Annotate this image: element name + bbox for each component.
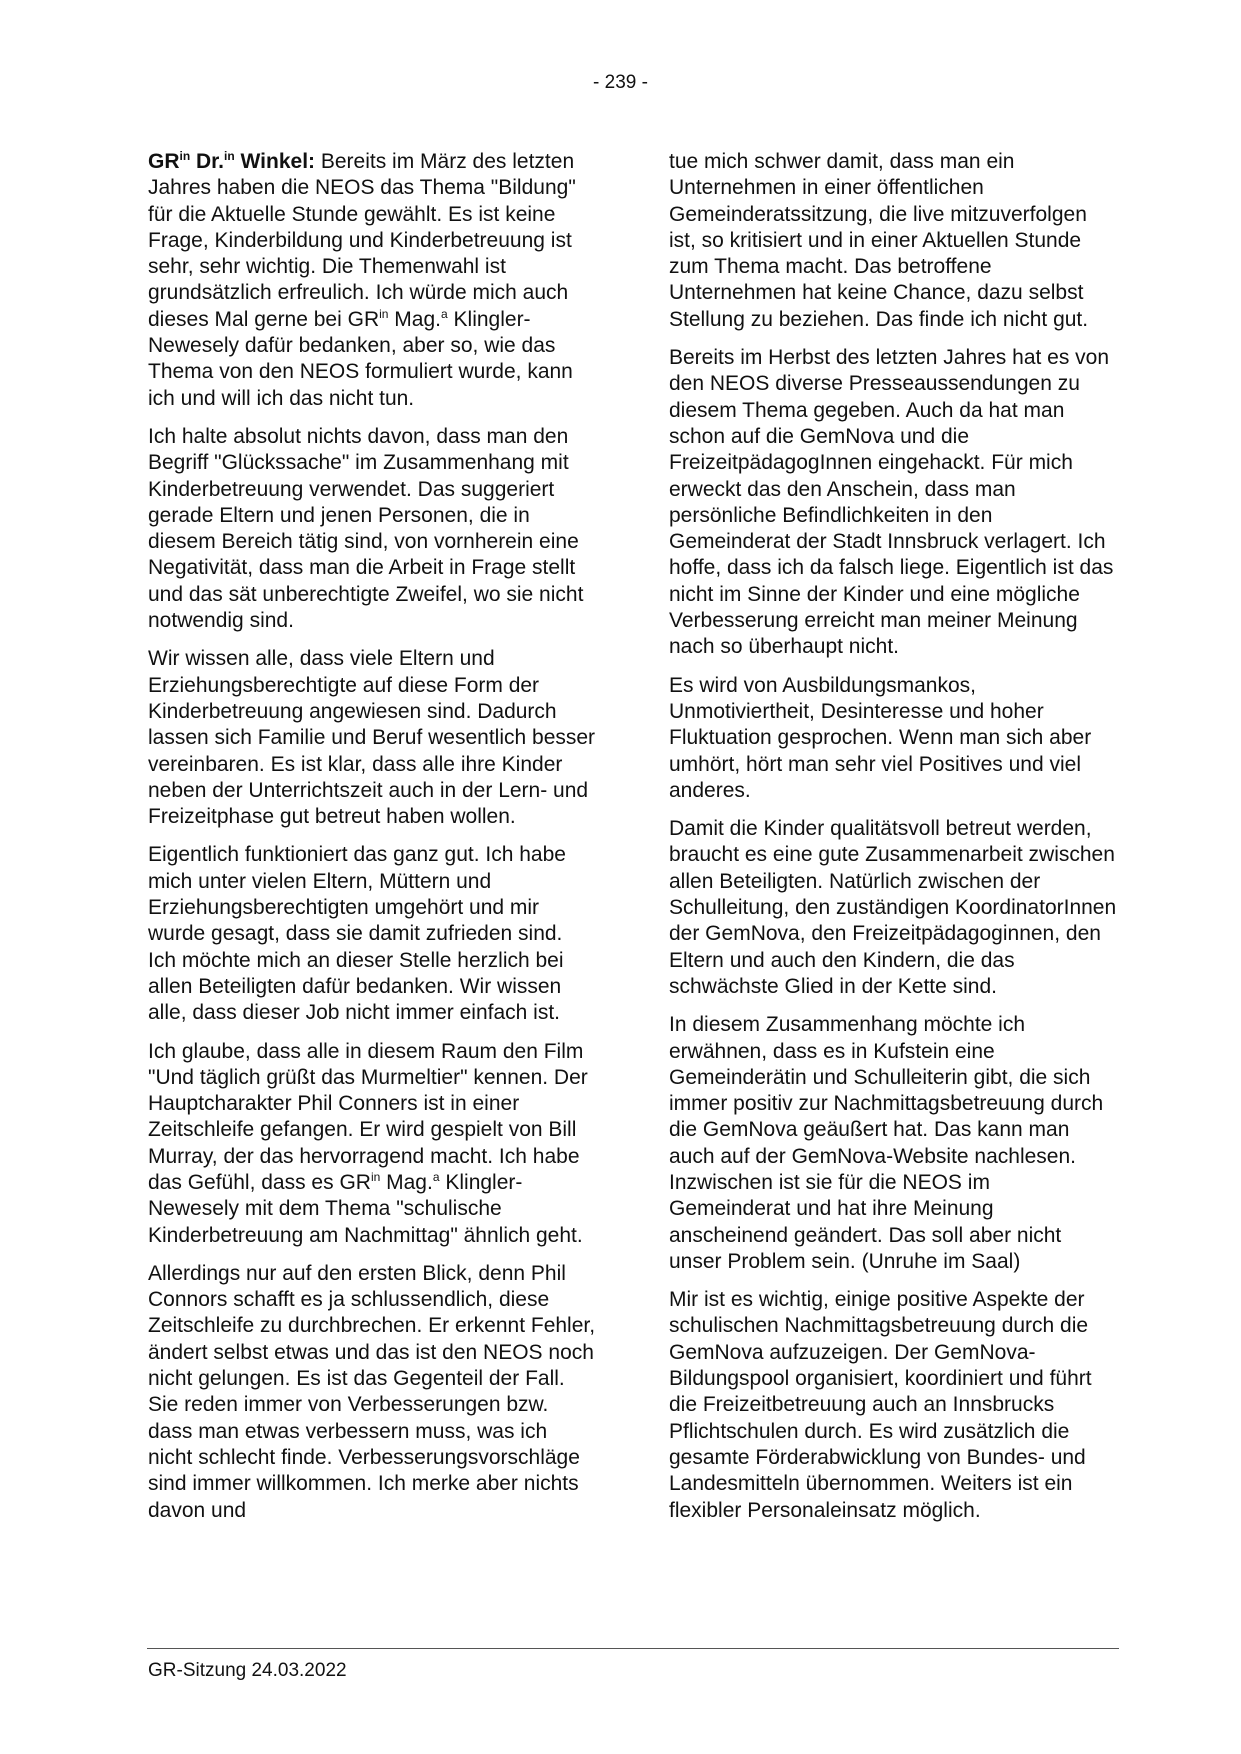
footer-session-date: GR-Sitzung 24.03.2022 xyxy=(148,1660,347,1681)
right-column xyxy=(669,149,1117,1536)
paragraph: Eigentlich funktioniert das ganz gut. Ich habe mich unter vielen Eltern, Müttern und Erziehungsberechtigten umgehört und mir wurde gesagt, dass sie damit zufrieden sind. Ich möchte mich an dieser Stelle herzlich bei allen Beteiligten dafür bedanken. Wir wissen alle, dass dieser Job nicht immer einfach ist. xyxy=(148,843,566,1025)
paragraph: Wir wissen alle, dass viele Eltern und Erziehungsberechtigte auf diese Form der Kinderbetreuung angewiesen sind. Dadurch lassen sich Familie und Beruf wesentlich besser vereinbaren. Es ist klar, dass alle ihre Kinder neben der Unterrichtszeit auch in der Lern- und Freizeitphase gut betreut haben wollen. xyxy=(148,647,596,829)
speaker-label: $GR^{in}$ Dr.$^{in}$ Winkel: xyxy=(148,149,316,173)
paragraph: tue mich schwer damit, dass man ein Unternehmen in einer öffentlichen Gemeinderatssitzung, die live mitzuverfolgen ist, so kritisiert und in einer Aktuellen Stunde zum Thema macht. Das betroffene Unternehmen hat keine Chance, dazu selbst Stellung zu beziehen. Das finde ich nicht gut. xyxy=(669,150,1089,331)
paragraph: Ich glaube, dass alle in diesem Raum den Film "Und täglich grüßt das Murmeltier" kennen. Der Hauptcharakter Phil Conners ist in einer Zeitschleife gefangen. Er wird gespielt von Bill Murray, der das hervorragend macht. Ich habe das Gefühl, dass es $GR^{in}$ Mag.$^a$ Klingler-Newesely mit dem Thema "schulische Kinderbetreuung am Nachmittag" ähnlich geht. xyxy=(148,1039,588,1247)
page-number: - 239 - xyxy=(593,72,648,93)
paragraph: Ich halte absolut nichts davon, dass man den Begriff "Glückssache" im Zusammenhang mit Kinderbetreuung verwendet. Das suggeriert gerade Eltern und jenen Personen, die in diesem Bereich tätig sind, von vornherein eine Negativität, dass man die Arbeit in Frage stellt und das sät unberechtigte Zweifel, wo sie nicht notwendig sind. xyxy=(148,424,584,633)
left-column xyxy=(148,149,596,1536)
paragraph: Bereits im Herbst des letzten Jahres hat es von den NEOS diverse Presseaussendungen zu diesem Thema gegeben. Auch da hat man schon auf die GemNova und die FreizeitpädagogInnen eingehackt. Für mich erweckt das den Anschein, dass man persönliche Befindlichkeiten in den Gemeinderat der Stadt Innsbruck verlagert. Ich hoffe, dass ich da falsch liege. Eigentlich ist das nicht im Sinne der Kinder und eine mögliche Verbesserung erreicht man meiner Meinung nach so überhaupt nicht. xyxy=(669,346,1114,659)
paragraph: Damit die Kinder qualitätsvoll betreut werden, braucht es eine gute Zusammenarbeit zwischen allen Beteiligten. Natürlich zwischen der Schulleitung, den zuständigen KoordinatorInnen der GemNova, den Freizeitpädagoginnen, den Eltern und auch den Kindern, die das schwächste Glied in der Kette sind. xyxy=(669,817,1117,998)
footer-divider xyxy=(147,1648,1119,1649)
paragraph: Es wird von Ausbildungsmankos, Unmotiviertheit, Desinteresse und hoher Fluktuation gesprochen. Wenn man sich aber umhört, hört man sehr viel Positives und viel anderes. xyxy=(669,673,1092,802)
paragraph: Mir ist es wichtig, einige positive Aspekte der schulischen Nachmittagsbetreuung durch die GemNova aufzuzeigen. Der GemNova-Bildungspool organisiert, koordiniert und führt die Freizeitbetreuung auch an Innsbrucks Pflichtschulen durch. Es wird zusätzlich die gesamte Förderabwicklung von Bundes- und Landesmitteln übernommen. Weiters ist ein flexibler Personaleinsatz möglich. xyxy=(669,1288,1092,1522)
paragraph: Allerdings nur auf den ersten Blick, denn Phil Connors schafft es ja schlussendlich, diese Zeitschleife zu durchbrechen. Er erkennt Fehler, ändert selbst etwas und das ist den NEOS noch nicht gelungen. Es ist das Gegenteil der Fall. Sie reden immer von Verbesserungen bzw. dass man etwas verbessern muss, was ich nicht schlecht finde. Verbesserungsvorschläge sind immer willkommen. Ich merke aber nichts davon und xyxy=(148,1261,596,1522)
paragraph: $GR^{in}$ Dr.$^{in}$ Winkel: Bereits im März des letzten Jahres haben die NEOS das Thema "Bildung" für die Aktuelle Stunde gewählt. Es ist keine Frage, Kinderbildung und Kinderbetreuung ist sehr, sehr wichtig. Die Themenwahl ist grundsätzlich erfreulich. Ich würde mich auch dieses Mal gerne bei $GR^{in}$ Mag.$^a$ Klingler-Newesely dafür bedanken, aber so, wie das Thema von den NEOS formuliert wurde, kann ich und will ich das nicht tun. xyxy=(148,149,576,410)
paragraph: In diesem Zusammenhang möchte ich erwähnen, dass es in Kufstein eine Gemeinderätin und Schulleiterin gibt, die sich immer positiv zur Nachmittagsbetreuung durch die GemNova geäußert hat. Das kann man auch auf der GemNova-Website nachlesen. Inzwischen ist sie für die NEOS im Gemeinderat und hat ihre Meinung anscheinend geändert. Das soll aber nicht unser Problem sein. (Unruhe im Saal) xyxy=(669,1013,1104,1273)
